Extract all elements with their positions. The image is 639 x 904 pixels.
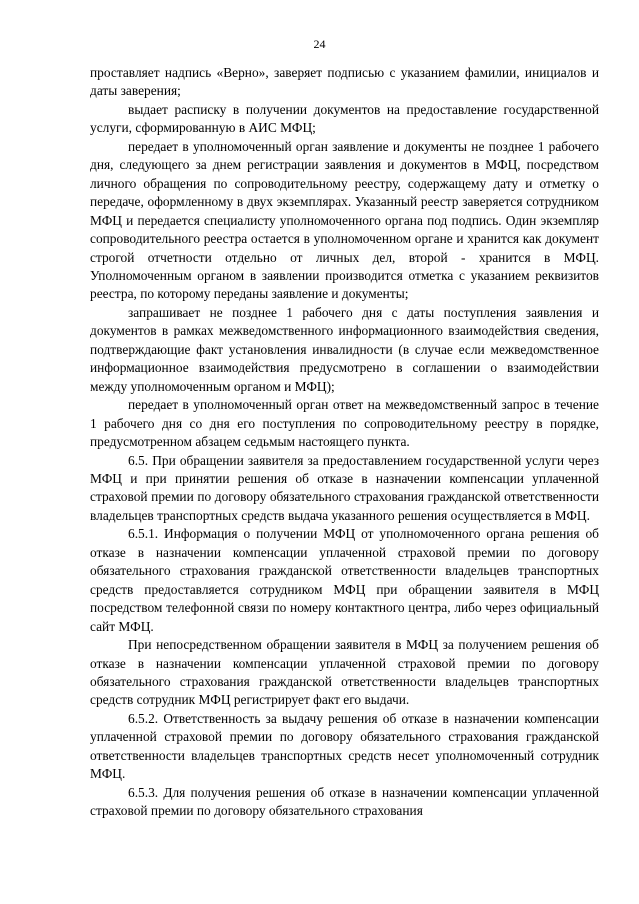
paragraph: 6.5.2. Ответственность за выдачу решения об отказе в назначении компенсации уплаченной страховой премии по договору обязательного страхования гражданской ответственности владельцев транспортных средств несет уполномоченный сотрудник МФЦ. <box>90 710 599 782</box>
paragraph: выдает расписку в получении документов на предоставление государственной услуги, сформированную в АИС МФЦ; <box>90 101 599 136</box>
page-number: 24 <box>313 37 326 51</box>
paragraph: 6.5. При обращении заявителя за предоставлением государственной услуги через МФЦ и при принятии решения об отказе в назначении компенсации уплаченной страховой премии по договору обязательного страхования гражданской ответственности владельцев транспортных средств выдача указанного решения осуществляется в МФЦ. <box>90 452 599 523</box>
paragraph: передает в уполномоченный орган заявление и документы не позднее 1 рабочего дня, следующего за днем регистрации заявления и документов в МФЦ, посредством личного обращения по сопроводительному реестру, содержащему дату и отметку о передаче, оформленному в двух экземплярах. Указанный реестр заверяется сотрудником МФЦ и передается специалисту уполномоченного органа под подпись. Один экземпляр сопроводительного реестра остается в уполномоченном органе и хранится как документ строгой отчетности отдельно от личных дел, второй - хранится в МФЦ. Уполномоченным органом в заявлении производится отметка с указанием реквизитов реестра, по которому переданы заявление и документы; <box>90 138 599 302</box>
paragraph: При непосредственном обращении заявителя в МФЦ за получением решения об отказе в назначении компенсации уплаченной страховой премии по договору обязательного страхования гражданской ответственности владельцев транспортных средств сотрудник МФЦ регистрирует факт его выдачи. <box>90 637 599 708</box>
paragraph: передает в уполномоченный орган ответ на межведомственный запрос в течение 1 рабочего дня со дня его поступления по сопроводительному реестру в порядке, предусмотренном абзацем седьмым настоящего пункта. <box>90 397 599 450</box>
paragraph: запрашивает не позднее 1 рабочего дня с даты поступления заявления и документов в рамках межведомственного информационного взаимодействия сведения, подтверждающие факт установления инвалидности (в случае если межведомственное информационное взаимодействия предусмотрено в соглашении о взаимодействии между уполномоченным органом и МФЦ); <box>90 304 599 394</box>
paragraph: 6.5.3. Для получения решения об отказе в назначении компенсации уплаченной страховой премии по договору обязательного страхования <box>90 784 599 819</box>
paragraph: 6.5.1. Информация о получении МФЦ от уполномоченного органа решения об отказе в назначении компенсации уплаченной страховой премии по договору обязательного страхования гражданской ответственности владельцев транспортных средств предоставляется сотрудником МФЦ при обращении заявителя в МФЦ посредством телефонной связи по номеру контактного центра, либо через официальный сайт МФЦ. <box>90 526 599 634</box>
document-body <box>90 64 599 821</box>
paragraph: проставляет надпись «Верно», заверяет подписью с указанием фамилии, инициалов и даты заверения; <box>90 65 599 99</box>
